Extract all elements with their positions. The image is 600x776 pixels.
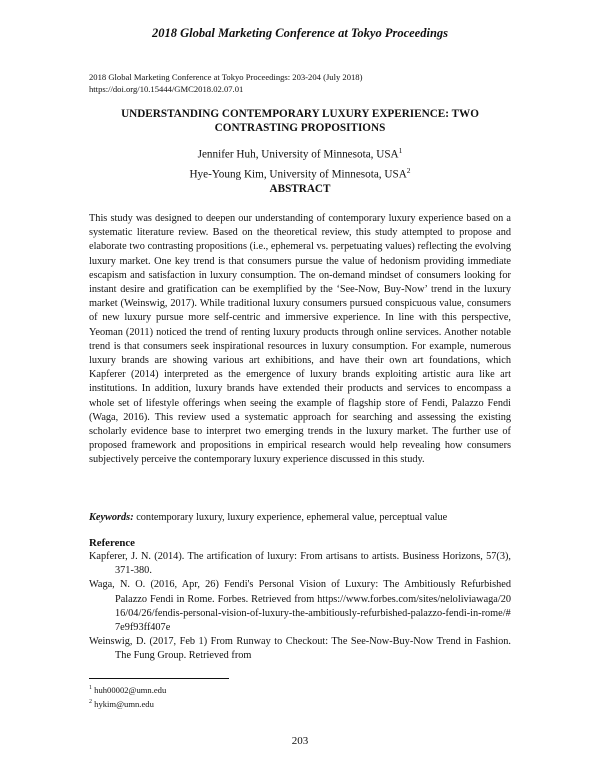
author-name: Jennifer Huh, University of Minnesota, USA	[197, 148, 399, 161]
running-head: 2018 Global Marketing Conference at Tokyo Proceedings	[151, 26, 449, 40]
author-name: Hye-Young Kim, University of Minnesota, USA	[189, 168, 407, 181]
reference-item	[89, 635, 511, 663]
reference-heading: Reference	[89, 537, 135, 549]
author-line	[89, 163, 511, 183]
page-number: 203	[291, 735, 309, 747]
paper-title: UNDERSTANDING CONTEMPORARY LUXURY EXPERIENCE: TWO CONTRASTING PROPOSITIONS	[121, 108, 479, 134]
reference-item	[89, 550, 511, 578]
abstract-heading: ABSTRACT	[269, 183, 331, 195]
reference-url[interactable]: https://www.forbes.com/sites/neloliviawaga/2016/04/26/fendis-personal-vision-of-luxury-the-ambitiously-refurbished-palazzo-fendi-in-rome/#7e9f93ff407e	[115, 593, 512, 634]
keywords-line	[89, 511, 511, 525]
doi-link[interactable]: https://doi.org/10.15444/GMC2018.02.07.01	[89, 84, 244, 94]
footnotes	[89, 682, 166, 710]
reference-text: Weinswig, D. (2017, Feb 1) From Runway to Checkout: The See-Now-Buy-Now Trend in Fashion. The Fung Group. Retrieved from	[89, 636, 511, 662]
reference-list	[89, 550, 511, 664]
abstract-text: This study was designed to deepen our understanding of contemporary luxury experience based on a systematic literature review. Based on the theoretical review, this study attempted to propose and elaborate two contrasting propositions (i.e., ephemeral vs. perpetuating values) reflecting the evolving luxury market. One key trend is that consumers pursue the value of hedonism providing immediate escapism and satisfaction in luxury consumption. The on-demand mindset of consumers looking for instant desire and gratification can be exemplified by the ‘See-Now, Buy-Now’ trend in the luxury market (Weinswig, 2017). While traditional luxury consumers pursued conspicuous value, consumers of new luxury pursue more self-centric and immersive experience. In line with this perspective, Yeoman (2011) noticed the trend of renting luxury products through online services. Another notable trend is that consumers seek inspirational resources in luxury consumption. For example, numerous luxury brands are showing various art exhibitions, and have their own art foundations, which Kapferer (2014) interpreted as the emergence of luxury brands exploiting artistic aura like art institutions. In addition, luxury brands have extended their products and services to encompass a whole set of lifestyle offerings when seeing the example of flagship store of Fendi, Palazzo Fendi (Waga, 2016). This review used a systematic approach for searching and assessing the existing scholarly evidence base to interpret two emerging trends in the luxury market. The further use of proposed framework and propositions in empirical research would help revealing how consumers subjectively perceive the contemporary luxury experience discussed in this study.	[89, 213, 511, 466]
footnote	[89, 696, 166, 710]
author-line	[89, 143, 511, 163]
footnote-email[interactable]: huh00002@umn.edu	[94, 684, 167, 695]
reference-text: Waga, N. O. (2016, Apr, 26) Fendi's Personal Vision of Luxury: The Ambitiously Refurbished Palazzo Fendi in Rome. Forbes. Retrieved from	[89, 579, 511, 605]
footnote	[89, 682, 166, 696]
reference-item	[89, 578, 511, 635]
footnote-mark: 2	[89, 698, 92, 705]
reference-text: Kapferer, J. N. (2014). The artification of luxury: From artisans to artists. Business Horizons, 57(3), 371-380.	[89, 551, 511, 577]
author-list	[89, 143, 511, 182]
keywords-text: contemporary luxury, luxury experience, ephemeral value, perceptual value	[133, 512, 448, 523]
citation-line: 2018 Global Marketing Conference at Tokyo Proceedings: 203-204 (July 2018)	[89, 72, 363, 82]
keywords-label: Keywords:	[89, 512, 134, 523]
footnote-mark: 2	[406, 165, 411, 175]
footnote-divider	[89, 678, 229, 679]
footnote-mark: 1	[398, 146, 403, 155]
footnote-mark: 1	[89, 685, 92, 691]
footnote-email[interactable]: hykim@umn.edu	[94, 698, 154, 709]
citation-block	[89, 71, 362, 95]
